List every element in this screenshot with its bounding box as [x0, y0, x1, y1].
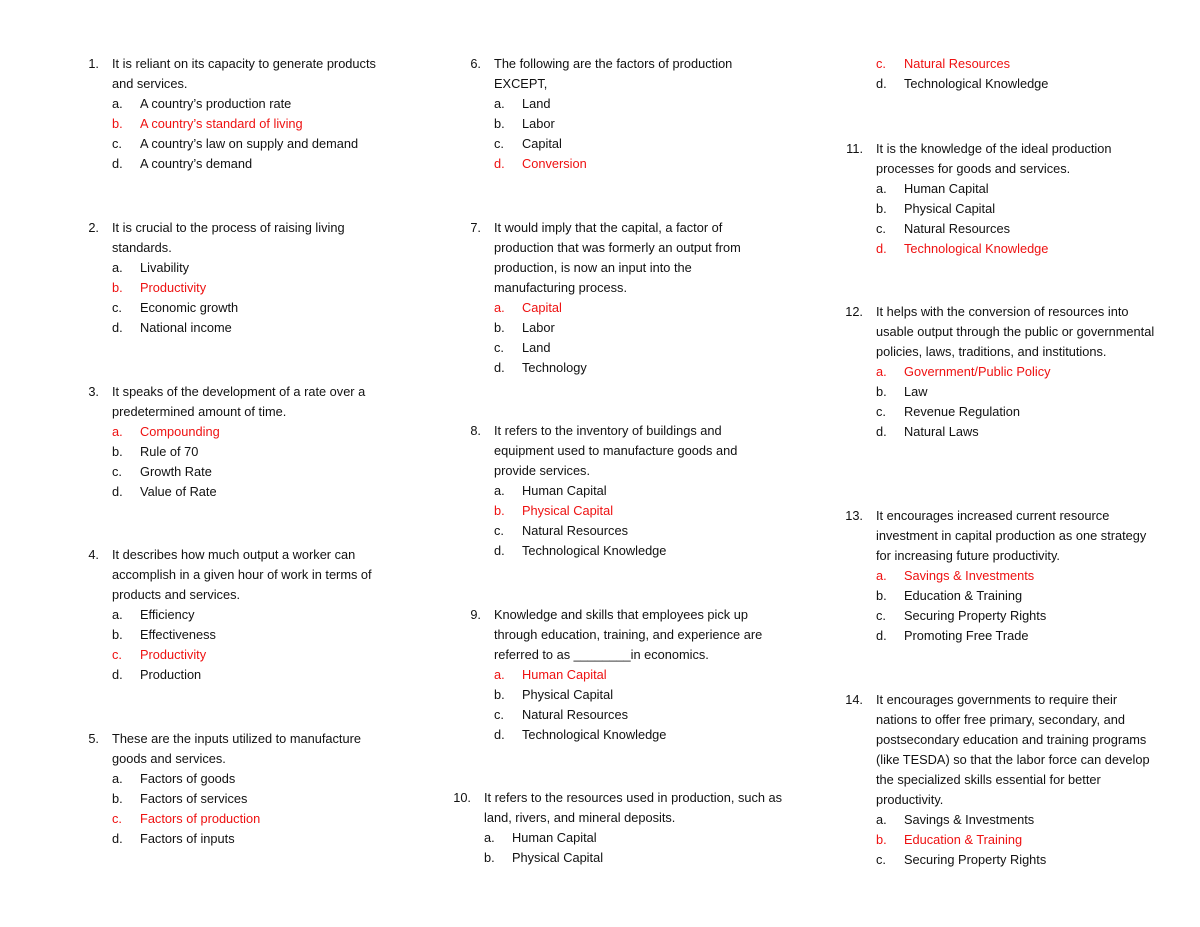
option-letter: c. [876, 221, 886, 236]
option-letter: b. [112, 627, 123, 642]
option-text: Factors of production [140, 811, 261, 826]
question-7 [454, 218, 754, 378]
question-stem [836, 302, 1156, 362]
answer-option [876, 626, 1156, 646]
question-number: 3. [88, 384, 99, 399]
option-text: Physical Capital [512, 850, 604, 865]
answer-option [112, 605, 392, 625]
option-text: Factors of services [140, 791, 248, 806]
answer-option [876, 74, 1156, 94]
option-text: Natural Resources [522, 707, 628, 722]
question-8 [454, 421, 774, 561]
option-letter: d. [112, 484, 123, 499]
option-letter: d. [112, 156, 123, 171]
option-letter: d. [494, 156, 505, 171]
question-1 [72, 54, 392, 174]
answer-option [876, 402, 1156, 422]
option-letter: a. [112, 607, 123, 622]
question-number: 13. [845, 508, 863, 523]
question-number: 1. [88, 56, 99, 71]
question-stem [836, 506, 1156, 566]
option-letter: d. [494, 360, 505, 375]
question-stem [454, 605, 784, 665]
question-stem [72, 382, 392, 422]
option-text: Human Capital [522, 483, 607, 498]
option-text: Law [904, 384, 928, 399]
option-text: Effectiveness [140, 627, 216, 642]
answer-option [112, 94, 392, 114]
option-letter: d. [876, 628, 887, 643]
option-letter: d. [876, 424, 887, 439]
answer-option [494, 541, 774, 561]
answer-option-correct [876, 830, 1156, 850]
option-letter: a. [876, 812, 887, 827]
answer-option [876, 810, 1156, 830]
option-text: Physical Capital [522, 687, 614, 702]
option-text: Technological Knowledge [904, 76, 1049, 91]
answer-option [112, 829, 392, 849]
answer-option [494, 358, 754, 378]
option-letter: d. [494, 543, 505, 558]
question-number: 14. [845, 692, 863, 707]
answer-option [112, 154, 392, 174]
answer-option [494, 114, 774, 134]
option-letter: d. [876, 241, 887, 256]
option-text: Economic growth [140, 300, 239, 315]
option-letter: d. [494, 727, 505, 742]
option-letter: b. [112, 280, 123, 295]
answer-option [112, 665, 392, 685]
option-letter: a. [494, 483, 505, 498]
option-text: A country’s law on supply and demand [140, 136, 359, 151]
option-letter: b. [112, 444, 123, 459]
option-text: Labor [522, 116, 555, 131]
question-text: It describes how much output a worker can accomplish in a given hour of work in terms of products and services. [112, 547, 372, 602]
answer-option [484, 828, 784, 848]
question-stem [72, 54, 392, 94]
option-text: Savings & Investments [904, 568, 1035, 583]
option-letter: b. [876, 201, 887, 216]
answer-option [112, 134, 392, 154]
answer-option [494, 318, 754, 338]
option-letter: b. [876, 832, 887, 847]
option-letter: a. [112, 424, 123, 439]
answer-option [876, 382, 1156, 402]
option-text: Human Capital [904, 181, 989, 196]
question-12 [836, 302, 1156, 442]
option-text: Land [522, 96, 551, 111]
question-9 [454, 605, 784, 745]
question-text: It speaks of the development of a rate over a predetermined amount of time. [112, 384, 366, 419]
answer-option [112, 769, 392, 789]
option-text: Rule of 70 [140, 444, 199, 459]
answer-option [112, 462, 392, 482]
question-13 [836, 506, 1156, 646]
option-text: Productivity [140, 647, 207, 662]
option-text: Natural Resources [904, 221, 1010, 236]
question-text: It is reliant on its capacity to generate products and services. [112, 56, 376, 91]
answer-option [494, 134, 774, 154]
question-stem [454, 218, 754, 298]
option-text: Technological Knowledge [522, 543, 667, 558]
option-letter: d. [112, 831, 123, 846]
option-text: Land [522, 340, 551, 355]
answer-option-correct [112, 645, 392, 665]
option-text: A country’s demand [140, 156, 253, 171]
option-text: Production [140, 667, 202, 682]
option-letter: d. [112, 667, 123, 682]
option-text: Government/Public Policy [904, 364, 1051, 379]
answer-option [112, 442, 392, 462]
answer-option-correct [112, 422, 392, 442]
option-letter: a. [876, 181, 887, 196]
option-letter: c. [876, 852, 886, 867]
answer-option-correct [494, 501, 774, 521]
option-letter: b. [112, 791, 123, 806]
option-letter: c. [494, 340, 504, 355]
answer-option [876, 199, 1156, 219]
answer-option-correct [494, 154, 774, 174]
question-stem [444, 788, 784, 828]
option-letter: a. [494, 300, 505, 315]
question-text: It refers to the inventory of buildings and equipment used to manufacture goods and provide services. [494, 423, 738, 478]
question-number: 5. [88, 731, 99, 746]
option-text: National income [140, 320, 232, 335]
answer-option [112, 298, 392, 318]
answer-option [112, 258, 392, 278]
option-text: Securing Property Rights [904, 608, 1047, 623]
option-text: Livability [140, 260, 190, 275]
answer-option [876, 606, 1156, 626]
question-text: Knowledge and skills that employees pick up through education, training, and experience are referred to as ________in economics. [494, 607, 763, 662]
option-letter: a. [112, 96, 123, 111]
option-text: Technology [522, 360, 587, 375]
option-letter: b. [112, 116, 123, 131]
option-text: Capital [522, 300, 562, 315]
question-number: 4. [88, 547, 99, 562]
question-stem [454, 421, 774, 481]
option-letter: c. [112, 136, 122, 151]
question-number: 12. [845, 304, 863, 319]
answer-option [494, 481, 774, 501]
option-text: Physical Capital [904, 201, 996, 216]
option-letter: b. [876, 384, 887, 399]
question-10-continued [836, 54, 1156, 94]
question-text: It refers to the resources used in production, such as land, rivers, and mineral deposits. [484, 790, 783, 825]
question-text: The following are the factors of production EXCEPT, [494, 56, 733, 91]
question-6 [454, 54, 774, 174]
question-10 [444, 788, 784, 868]
question-number: 11. [846, 141, 863, 156]
question-text: It encourages governments to require their nations to offer free primary, secondary, and postsecondary education and training programs (like TESDA) so that the labor force can develop the specialized skills essential for better productivity. [876, 692, 1150, 807]
answer-option [112, 482, 392, 502]
option-text: Technological Knowledge [904, 241, 1049, 256]
option-letter: b. [494, 503, 505, 518]
option-text: Growth Rate [140, 464, 212, 479]
option-letter: c. [494, 707, 504, 722]
option-text: Factors of goods [140, 771, 236, 786]
option-text: Factors of inputs [140, 831, 235, 846]
question-text: It encourages increased current resource investment in capital production as one strategy for increasing future productivity. [876, 508, 1147, 563]
answer-option-correct [876, 362, 1156, 382]
option-text: Compounding [140, 424, 220, 439]
question-stem [72, 218, 392, 258]
question-text: It helps with the conversion of resources into usable output through the public or governmental policies, laws, traditions, and institutions. [876, 304, 1155, 359]
answer-option [876, 422, 1156, 442]
answer-option [876, 219, 1156, 239]
option-text: Education & Training [904, 588, 1023, 603]
option-letter: c. [876, 56, 886, 71]
option-letter: a. [876, 364, 887, 379]
option-letter: c. [494, 136, 504, 151]
question-14 [836, 690, 1156, 870]
answer-option [112, 789, 392, 809]
option-letter: a. [494, 667, 505, 682]
option-text: Productivity [140, 280, 207, 295]
answer-option [494, 521, 774, 541]
option-text: A country’s production rate [140, 96, 292, 111]
question-3 [72, 382, 392, 502]
option-letter: a. [112, 260, 123, 275]
question-11 [836, 139, 1156, 259]
question-stem [454, 54, 774, 94]
option-letter: a. [484, 830, 495, 845]
option-letter: b. [494, 320, 505, 335]
question-number: 9. [470, 607, 481, 622]
option-text: Education & Training [904, 832, 1023, 847]
question-stem [836, 690, 1156, 810]
option-letter: d. [112, 320, 123, 335]
option-letter: c. [112, 300, 122, 315]
answer-option-correct [112, 278, 392, 298]
question-number: 7. [470, 220, 481, 235]
answer-option-correct [112, 114, 392, 134]
question-number: 6. [470, 56, 481, 71]
option-letter: b. [494, 116, 505, 131]
answer-option [494, 338, 754, 358]
option-text: Securing Property Rights [904, 852, 1047, 867]
question-stem [72, 545, 392, 605]
option-letter: a. [494, 96, 505, 111]
answer-option [484, 848, 784, 868]
option-letter: b. [484, 850, 495, 865]
option-letter: a. [112, 771, 123, 786]
question-2 [72, 218, 392, 338]
option-text: Labor [522, 320, 555, 335]
option-letter: c. [494, 523, 504, 538]
answer-option-correct [876, 566, 1156, 586]
option-letter: d. [876, 76, 887, 91]
answer-option [494, 685, 784, 705]
option-text: A country’s standard of living [140, 116, 303, 131]
option-text: Natural Resources [904, 56, 1010, 71]
answer-option-correct [876, 54, 1156, 74]
option-text: Savings & Investments [904, 812, 1035, 827]
option-text: Conversion [522, 156, 587, 171]
question-number: 2. [88, 220, 99, 235]
answer-option [876, 850, 1156, 870]
option-text: Value of Rate [140, 484, 217, 499]
question-number: 8. [470, 423, 481, 438]
answer-option-correct [112, 809, 392, 829]
option-letter: c. [876, 608, 886, 623]
option-letter: c. [112, 811, 122, 826]
answer-option [876, 179, 1156, 199]
option-text: Natural Laws [904, 424, 979, 439]
answer-option [494, 94, 774, 114]
question-stem [836, 139, 1156, 179]
question-4 [72, 545, 392, 685]
option-text: Technological Knowledge [522, 727, 667, 742]
answer-option-correct [876, 239, 1156, 259]
question-5 [72, 729, 392, 849]
option-letter: c. [112, 647, 122, 662]
option-text: Natural Resources [522, 523, 628, 538]
question-text: It is the knowledge of the ideal production processes for goods and services. [876, 141, 1112, 176]
answer-option-correct [494, 665, 784, 685]
question-text: It would imply that the capital, a factor of production that was formerly an output from production, is now an input into the manufacturing process. [494, 220, 741, 295]
question-text: These are the inputs utilized to manufacture goods and services. [112, 731, 361, 766]
answer-option [112, 318, 392, 338]
option-letter: c. [112, 464, 122, 479]
answer-option [494, 725, 784, 745]
option-text: Promoting Free Trade [904, 628, 1029, 643]
answer-option [876, 586, 1156, 606]
option-letter: b. [876, 588, 887, 603]
option-text: Physical Capital [522, 503, 614, 518]
option-letter: a. [876, 568, 887, 583]
option-text: Revenue Regulation [904, 404, 1020, 419]
option-text: Human Capital [522, 667, 607, 682]
option-text: Efficiency [140, 607, 195, 622]
answer-option-correct [494, 298, 754, 318]
question-stem [72, 729, 392, 769]
option-text: Capital [522, 136, 562, 151]
question-number: 10. [453, 790, 471, 805]
answer-option [494, 705, 784, 725]
question-text: It is crucial to the process of raising living standards. [112, 220, 345, 255]
answer-option [112, 625, 392, 645]
option-letter: c. [876, 404, 886, 419]
option-letter: b. [494, 687, 505, 702]
option-text: Human Capital [512, 830, 597, 845]
